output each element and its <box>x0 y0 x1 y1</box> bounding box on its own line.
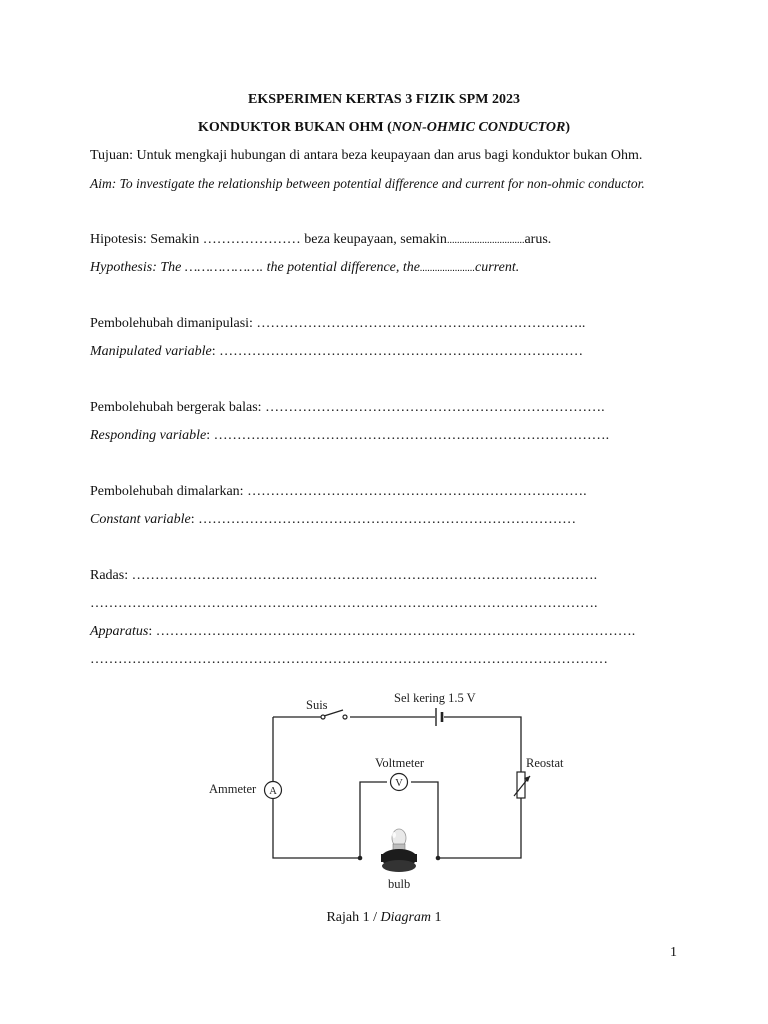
voltmeter-label: Voltmeter <box>375 756 425 770</box>
junction-dot-left <box>358 856 363 861</box>
page-number: 1 <box>670 945 677 960</box>
bulb-label: bulb <box>388 877 411 891</box>
responding-bm-line: Pembolehubah bergerak balas: ………………………………………………………………. <box>90 400 605 415</box>
apparatus-label: Apparatus <box>90 624 149 639</box>
subtitle-italic: NON-OHMIC CONDUCTOR <box>391 120 566 135</box>
constant-en-label: Constant variable <box>90 512 191 527</box>
manipulated-en-text: : …………………………………………………………………… <box>211 344 584 359</box>
junction-dot-right <box>436 856 441 861</box>
constant-en-text: : ……………………………………………………………………… <box>190 512 577 527</box>
ammeter-symbol <box>265 782 282 799</box>
hypothesis-label: Hypothesis <box>90 260 153 275</box>
aim-label: Aim <box>90 176 112 191</box>
tujuan-line <box>90 148 642 164</box>
cell-label: Sel kering 1.5 V <box>394 691 476 705</box>
caption-suffix: 1 <box>431 910 442 925</box>
responding-en-label: Responding variable <box>90 428 207 443</box>
hypothesis-part2: current. <box>475 260 520 275</box>
manipulated-bm-line: Pembolehubah dimanipulasi: …………………………………………………………….. <box>90 316 586 331</box>
manipulated-en-label: Manipulated variable <box>90 344 212 359</box>
subtitle-prefix: KONDUKTOR BUKAN OHM ( <box>197 120 392 135</box>
hipotesis-dots: ............................... <box>446 235 525 246</box>
constant-en-line <box>90 512 576 528</box>
rheostat-label: Reostat <box>526 756 564 770</box>
hipotesis-line <box>90 232 551 248</box>
responding-en-line <box>90 428 609 444</box>
hypothesis-line <box>90 260 519 276</box>
manipulated-en-line <box>90 344 583 360</box>
tujuan-text: : Untuk mengkaji hubungan di antara beza keupayaan dan arus bagi konduktor bukan Ohm. <box>129 148 643 163</box>
apparatus-line-2: ………………………………………………………………………………………………… <box>90 652 608 667</box>
radas-line: Radas: ………………………………………………………………………………………. <box>90 568 598 583</box>
circuit-diagram <box>200 684 580 894</box>
aim-text: : To investigate the relationship between potential difference and current for non-ohmic conductor. <box>111 176 645 191</box>
voltmeter-symbol <box>391 774 408 791</box>
rheostat-symbol <box>514 772 530 798</box>
hypothesis-part1: : The ………………. the potential difference, the <box>152 260 421 275</box>
subtitle-suffix: ) <box>565 120 571 135</box>
aim-line <box>90 176 645 192</box>
document-subtitle <box>0 120 768 136</box>
responding-en-text: : …………………………………………………………………………. <box>206 428 610 443</box>
bulb-icon <box>381 829 417 872</box>
diagram-caption <box>0 910 768 926</box>
constant-bm-line: Pembolehubah dimalarkan: ………………………………………………………………. <box>90 484 587 499</box>
hipotesis-part1: Hipotesis: Semakin ………………… beza keupayaan, semakin <box>90 232 447 247</box>
ammeter-label: Ammeter <box>209 782 257 796</box>
hipotesis-part2: arus. <box>524 232 552 247</box>
caption-prefix: Rajah 1 / <box>326 910 381 925</box>
voltmeter-symbol-text: V <box>395 778 403 789</box>
switch-label: Suis <box>306 698 328 712</box>
apparatus-line <box>90 624 635 640</box>
ammeter-symbol-text: A <box>269 786 277 797</box>
caption-italic: Diagram <box>380 910 432 925</box>
hypothesis-dots: ...................... <box>420 263 476 274</box>
tujuan-label: Tujuan <box>90 148 130 163</box>
radas-line-2: ………………………………………………………………………………………………. <box>90 596 598 611</box>
cell-symbol <box>436 708 442 726</box>
document-title: EKSPERIMEN KERTAS 3 FIZIK SPM 2023 <box>248 92 520 107</box>
apparatus-text: : …………………………………………………………………………………………. <box>148 624 636 639</box>
